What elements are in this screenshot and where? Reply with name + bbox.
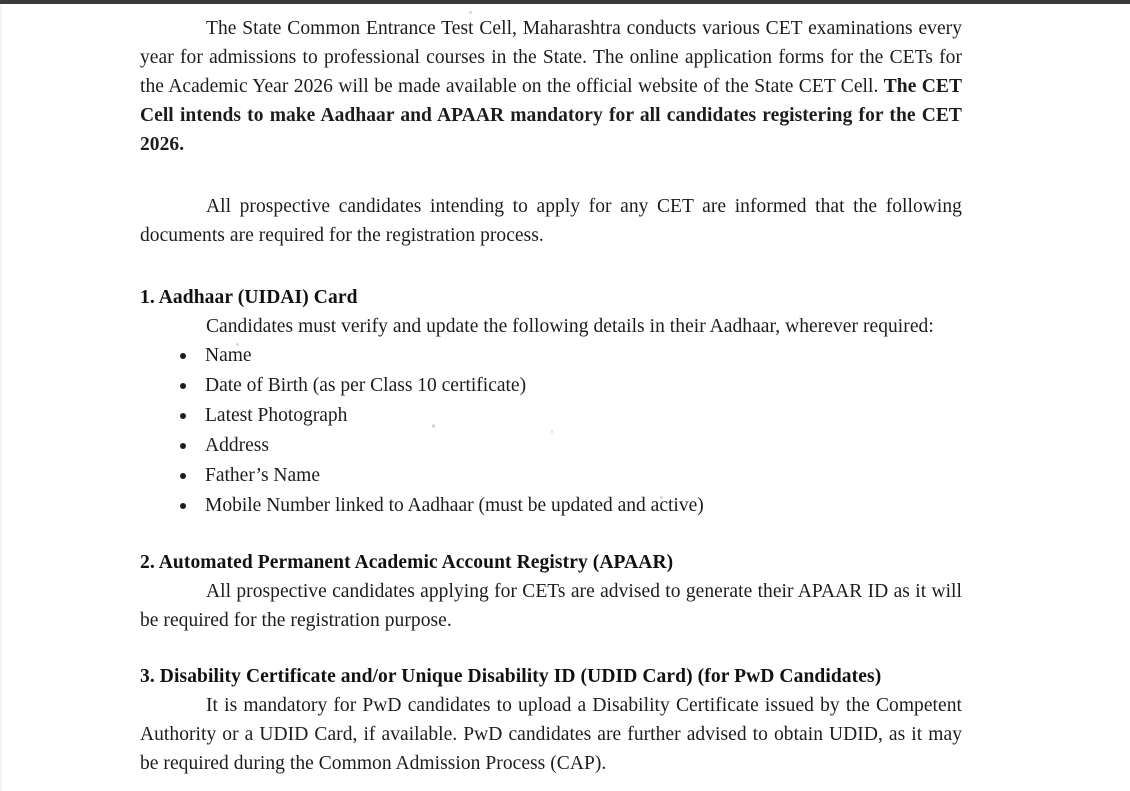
intro-paragraph	[140, 14, 962, 159]
bullet-dot-icon	[180, 353, 186, 359]
list-item-label: Address	[205, 435, 269, 456]
list-item	[140, 341, 962, 371]
section-apaar-body: All prospective candidates applying for CETs are advised to generate their APAAR ID as it will be required for the registration purpose.	[140, 581, 962, 631]
section-spacer	[140, 521, 962, 548]
paragraph-spacer	[140, 159, 962, 192]
bullet-dot-icon	[180, 473, 186, 479]
document-page	[140, 0, 962, 778]
bullet-dot-icon	[180, 383, 186, 389]
scan-left-edge-artifact	[0, 4, 3, 791]
list-item-label: Latest Photograph	[205, 405, 348, 426]
intro-paragraph-emphasis: The CET Cell intends to make Aadhaar and APAAR mandatory for all candidates registering for the CET 2026.	[140, 76, 962, 155]
section-disability-certificate-heading: 3. Disability Certificate and/or Unique Disability ID (UDID Card) (for PwD Candidates)	[140, 666, 882, 687]
list-item	[140, 401, 962, 431]
section-apaar-heading: 2. Automated Permanent Academic Account Registry (APAAR)	[140, 552, 674, 573]
section-spacer	[140, 635, 962, 662]
section-aadhaar-body: Candidates must verify and update the following details in their Aadhaar, wherever required:	[206, 316, 934, 337]
bullet-dot-icon	[180, 443, 186, 449]
list-item	[140, 461, 962, 491]
list-item-label: Father’s Name	[205, 465, 320, 486]
list-item	[140, 431, 962, 461]
bullet-dot-icon	[180, 503, 186, 509]
list-item-label: Name	[205, 345, 252, 366]
section-aadhaar-heading: 1. Aadhaar (UIDAI) Card	[140, 287, 358, 308]
section-spacer	[140, 250, 962, 283]
section-aadhaar	[140, 283, 962, 521]
section-apaar	[140, 548, 962, 635]
intro-paragraph-text: The State Common Entrance Test Cell, Maharashtra conducts various CET examinations every year for admissions to professional courses in the State. The online application forms for the CETs for the Academic Year 2026 will be made available on the official website of the State CET Cell.	[140, 18, 962, 97]
top-spacer	[140, 0, 962, 14]
list-item-label: Mobile Number linked to Aadhaar (must be updated and active)	[205, 495, 704, 516]
bullet-dot-icon	[180, 413, 186, 419]
aadhaar-detail-list	[140, 341, 962, 521]
list-item	[140, 491, 962, 521]
section-disability-certificate	[140, 662, 962, 778]
section-disability-certificate-body: It is mandatory for PwD candidates to upload a Disability Certificate issued by the Competent Authority or a UDID Card, if available. PwD candidates are further advised to obtain UDID, as it may be required during the Common Admission Process (CAP).	[140, 695, 962, 774]
documents-required-paragraph: All prospective candidates intending to apply for any CET are informed that the following documents are required for the registration process.	[140, 196, 962, 246]
list-item-label: Date of Birth (as per Class 10 certificate)	[205, 375, 527, 396]
list-item	[140, 371, 962, 401]
